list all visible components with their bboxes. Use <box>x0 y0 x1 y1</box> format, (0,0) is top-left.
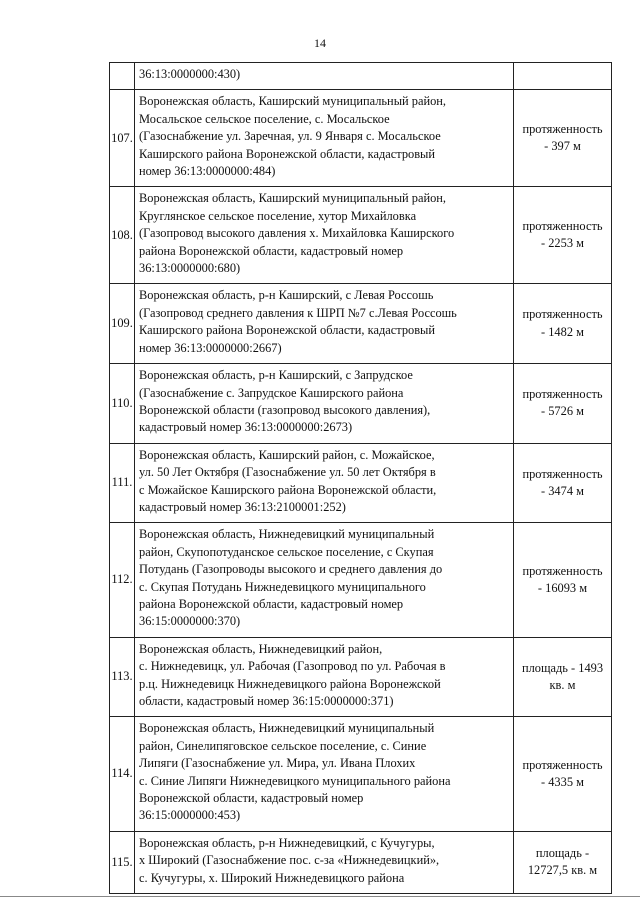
size-line: кв. м <box>549 678 576 693</box>
table-row <box>110 523 612 637</box>
size-line: - 3474 м <box>541 484 584 499</box>
size-line: площадь - 1493 <box>521 660 604 675</box>
row-number: 107. <box>110 90 135 187</box>
description-line: район, Скупопотуданское сельское поселение, с Скупая <box>139 544 434 559</box>
description-line: с. Нижнедевицк, ул. Рабочая (Газопровод по ул. Рабочая в <box>139 659 446 674</box>
size-line: - 16093 м <box>537 581 588 596</box>
table-row <box>110 63 612 90</box>
footer-rule <box>0 896 640 897</box>
object-description <box>135 637 514 717</box>
object-size <box>514 63 612 90</box>
description-line: с. Скупая Потудань Нижнедевицкого муниципального <box>139 579 426 594</box>
row-number: 113. <box>110 637 135 717</box>
table-row <box>110 284 612 364</box>
row-number <box>110 63 135 90</box>
description-line: Липяги (Газоснабжение ул. Мира, ул. Ивана Плохих <box>139 756 416 771</box>
description-line: х Широкий (Газоснабжение пос. с-за «Нижнедевицкий», <box>139 853 440 868</box>
description-line: район, Синелипяговское сельское поселение, с. Синие <box>139 738 427 753</box>
description-line: Каширского района Воронежской области, кадастровый <box>139 323 436 338</box>
description-line: Воронежская область, р-н Нижнедевицкий, с Кучугуры, <box>139 835 435 850</box>
description-line: с Можайское Каширского района Воронежской области, <box>139 482 437 497</box>
description-line: Воронежской области, кадастровый номер <box>139 791 364 806</box>
size-line: протяженность <box>522 219 603 234</box>
row-number: 111. <box>110 443 135 523</box>
object-size <box>514 187 612 284</box>
object-size <box>514 443 612 523</box>
description-line: р.ц. Нижнедевицк Нижнедевицкого района Воронежской <box>139 676 441 691</box>
description-line: Круглянское сельское поселение, хутор Михайловка <box>139 208 417 223</box>
description-line: Каширского района Воронежской области, кадастровый <box>139 146 436 161</box>
row-number: 114. <box>110 717 135 831</box>
object-description <box>135 187 514 284</box>
table-row <box>110 90 612 187</box>
object-description <box>135 717 514 831</box>
description-line: Воронежская область, Каширский муниципальный район, <box>139 191 446 206</box>
table-row <box>110 187 612 284</box>
description-line: Воронежская область, Нижнедевицкий муниципальный <box>139 527 435 542</box>
size-line: - 397 м <box>544 139 581 154</box>
description-line: кадастровый номер 36:13:0000000:2673) <box>139 420 353 435</box>
description-line: Воронежская область, Нижнедевицкий район, <box>139 641 383 656</box>
description-line: Воронежская область, р-н Каширский, с Левая Россошь <box>139 288 434 303</box>
size-line: 12727,5 кв. м <box>527 863 598 878</box>
object-size <box>514 364 612 444</box>
description-line: с. Синие Липяги Нижнедевицкого муниципального района <box>139 773 451 788</box>
description-line: Мосальское сельское поселение, с. Мосальское <box>139 111 390 126</box>
object-size <box>514 717 612 831</box>
description-line: кадастровый номер 36:13:2100001:252) <box>139 499 346 514</box>
object-description <box>135 443 514 523</box>
description-line: (Газоснабжение ул. Заречная, ул. 9 Января с. Мосальское <box>139 129 441 144</box>
description-line: номер 36:13:0000000:484) <box>139 164 276 179</box>
description-line: 36:15:0000000:453) <box>139 808 241 823</box>
description-line: 36:15:0000000:370) <box>139 614 241 629</box>
row-number: 115. <box>110 831 135 893</box>
table-row <box>110 364 612 444</box>
description-line: (Газопровод высокого давления х. Михайловка Каширского <box>139 226 455 241</box>
table-row <box>110 831 612 893</box>
description-line: Воронежская область, Каширский муниципальный район, <box>139 94 446 109</box>
size-line: протяженность <box>522 387 603 401</box>
object-size <box>514 284 612 364</box>
description-line: Воронежская область, Каширский район, с. Можайское, <box>139 447 435 462</box>
object-description <box>135 831 514 893</box>
row-number: 109. <box>110 284 135 364</box>
size-line: протяженность <box>522 122 603 137</box>
size-line: - 5726 м <box>541 404 584 419</box>
object-size <box>514 90 612 187</box>
description-line: (Газоснабжение с. Запрудское Каширского района <box>139 385 404 400</box>
description-line: (Газопровод среднего давления к ШРП №7 с.Левая Россошь <box>139 305 457 320</box>
description-line: Воронежская область, р-н Каширский, с Запрудское <box>139 368 413 383</box>
description-line: области, кадастровый номер 36:15:0000000:371) <box>139 694 394 708</box>
description-line: Воронежской области (газопровод высокого давления), <box>139 402 431 417</box>
row-number: 112. <box>110 523 135 637</box>
objects-table <box>109 62 612 894</box>
size-line: площадь - <box>535 846 590 861</box>
size-line: протяженность <box>522 563 603 578</box>
description-line: с. Кучугуры, х. Широкий Нижнедевицкого района <box>139 870 405 885</box>
description-line: Воронежская область, Нижнедевицкий муниципальный <box>139 721 435 736</box>
description-line: номер 36:13:0000000:2667) <box>139 340 282 355</box>
size-line: - 1482 м <box>541 324 584 339</box>
objects-table-body <box>110 63 612 894</box>
size-line: протяженность <box>522 466 603 481</box>
description-line: ул. 50 Лет Октября (Газоснабжение ул. 50 лет Октября в <box>139 465 436 480</box>
object-description <box>135 284 514 364</box>
size-line: протяженность <box>522 307 603 322</box>
object-description <box>135 90 514 187</box>
size-line: - 4335 м <box>541 775 584 790</box>
description-line: 36:13:0000000:680) <box>139 261 241 276</box>
description-line: Потудань (Газопроводы высокого и среднего давления до <box>139 562 443 577</box>
object-size <box>514 637 612 717</box>
table-row <box>110 443 612 523</box>
object-description <box>135 364 514 444</box>
object-description <box>135 63 514 90</box>
row-number: 110. <box>110 364 135 444</box>
size-line: протяженность <box>522 757 603 772</box>
size-line: - 2253 м <box>541 236 584 251</box>
description-line: района Воронежской области, кадастровый номер <box>139 243 404 258</box>
object-size <box>514 831 612 893</box>
page-number: 14 <box>314 36 326 50</box>
object-description <box>135 523 514 637</box>
row-number: 108. <box>110 187 135 284</box>
table-row <box>110 637 612 717</box>
object-size <box>514 523 612 637</box>
description-line: 36:13:0000000:430) <box>139 67 241 81</box>
description-line: района Воронежской области, кадастровый номер <box>139 596 404 611</box>
table-row <box>110 717 612 831</box>
